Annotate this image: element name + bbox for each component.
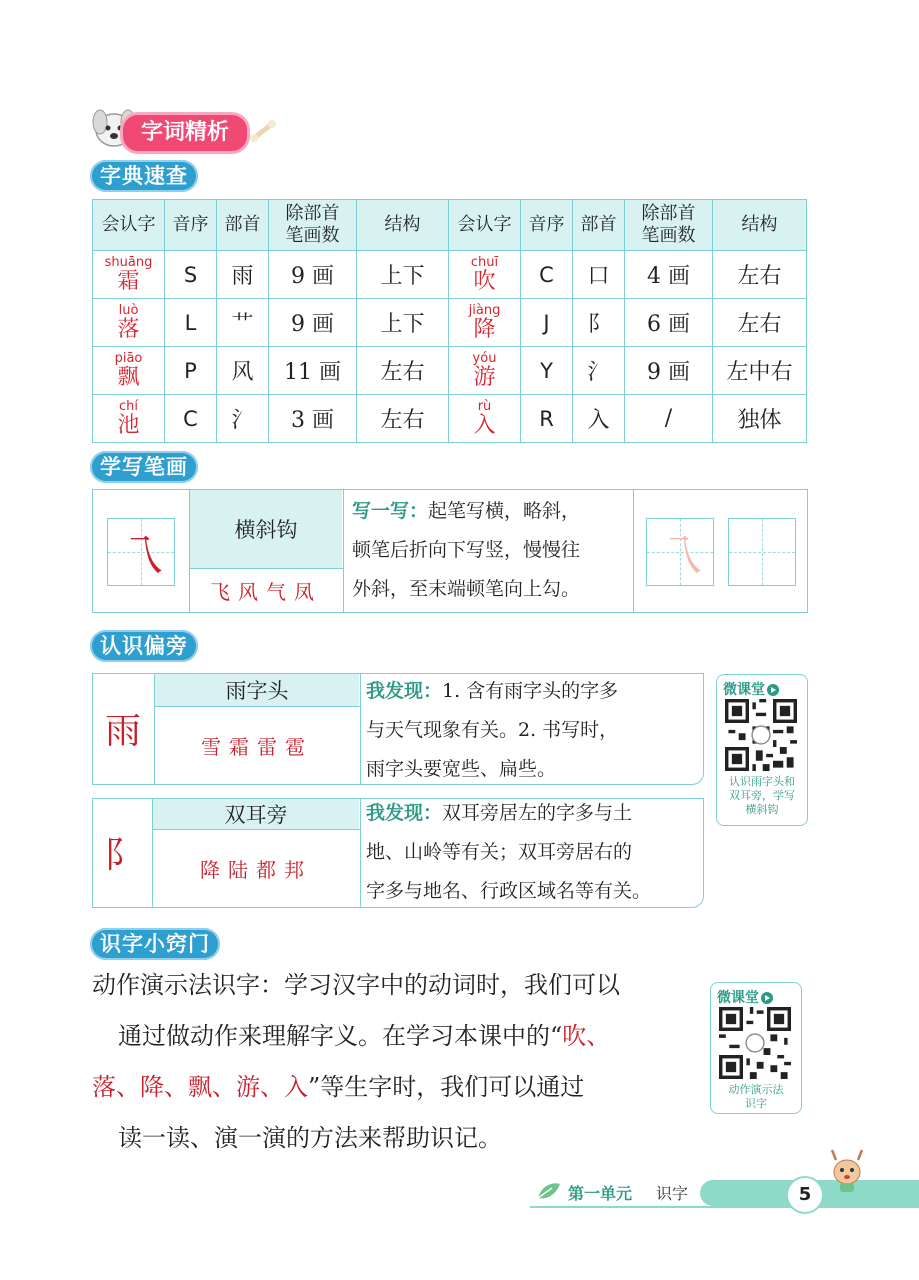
section-tips-pill: 识字小窍门: [90, 928, 220, 960]
table-header-cell: 会认字: [93, 200, 165, 251]
pinyin: luò: [118, 303, 139, 318]
table-header-cell: 音序: [165, 200, 217, 251]
page-number: 5: [786, 1176, 824, 1214]
table-cell: [449, 299, 521, 347]
hanzi: 落: [117, 317, 140, 342]
table-cell: C: [521, 251, 573, 299]
pinyin: yóu: [472, 351, 497, 366]
pinyin: shuāng: [104, 255, 153, 270]
radical2-discovery: 我发现：双耳旁居左的字多与土 地、山岭等有关；双耳旁居右的 字多与地名、行政区域名等有关。: [366, 802, 652, 902]
hanzi: 飘: [117, 365, 140, 390]
table-cell: 左右: [713, 299, 807, 347]
table-header-row: [93, 200, 807, 251]
stroke-glyph: 乁: [119, 531, 163, 582]
table-cell: [449, 251, 521, 299]
pinyin: chuī: [470, 255, 499, 270]
table-cell: 入: [573, 395, 625, 443]
hanzi: 霜: [117, 269, 140, 294]
table-cell: [93, 299, 165, 347]
table-cell: [449, 395, 521, 443]
main-title: 字词精析: [120, 112, 250, 154]
qr1-caption-1: 认识雨字头和: [729, 775, 795, 788]
table-cell: 风: [217, 347, 269, 395]
section-radicals-pill: 认识偏旁: [90, 630, 198, 662]
table-header-cell: 除部首 笔画数: [269, 200, 357, 251]
table-cell: 上下: [357, 251, 449, 299]
hanzi: 降: [473, 317, 496, 342]
table-cell: 左右: [357, 347, 449, 395]
leaf-icon: [536, 1180, 562, 1202]
radical1-glyph: 雨: [104, 710, 141, 752]
table-cell: 氵: [217, 395, 269, 443]
table-header-cell: 会认字: [449, 200, 521, 251]
pinyin: chí: [119, 399, 138, 414]
table-cell: [449, 347, 521, 395]
section-strokes-pill: 学写笔画: [90, 451, 198, 483]
table-cell: 左右: [357, 395, 449, 443]
hanzi: 吹: [473, 269, 496, 294]
table-cell: 氵: [573, 347, 625, 395]
dictionary-table: [92, 199, 807, 443]
pinyin: rù: [477, 399, 492, 414]
table-cell: 上下: [357, 299, 449, 347]
table-cell: 雨: [217, 251, 269, 299]
qr-card-2[interactable]: [710, 982, 802, 1114]
qr2-caption-1: 动作演示法: [728, 1083, 784, 1096]
qr-code-icon[interactable]: [719, 1007, 791, 1079]
table-header-cell: 部首: [217, 200, 269, 251]
table-cell: 9 画: [269, 251, 357, 299]
pinyin: piāo: [114, 351, 143, 366]
table-cell: 艹: [217, 299, 269, 347]
radical1-name: 雨字头: [155, 674, 359, 706]
table-cell: 左右: [713, 251, 807, 299]
stroke-examples: 飞风气凤: [210, 579, 322, 604]
stroke-grid: [107, 518, 175, 586]
trace-glyph: 乁: [658, 531, 702, 582]
qr2-caption-2: 识字: [745, 1097, 767, 1110]
hanzi: 入: [473, 413, 496, 438]
table-cell: [93, 347, 165, 395]
qr-code-icon[interactable]: [725, 699, 797, 771]
table-header-cell: 除部首 笔画数: [625, 200, 713, 251]
stroke-description: 写一写：起笔写横，略斜， 顿笔后折向下写竖，慢慢往 外斜，至末端顿笔向上勾。: [352, 500, 581, 600]
hanzi: 池: [117, 413, 140, 438]
table-cell: [93, 395, 165, 443]
bone-icon: [250, 118, 278, 144]
play-icon: [767, 684, 779, 696]
table-cell: 9 画: [269, 299, 357, 347]
table-cell: 9 画: [625, 347, 713, 395]
table-cell: 独体: [713, 395, 807, 443]
table-row: [93, 299, 807, 347]
radical2-examples: 降陆都邦: [200, 857, 312, 882]
qr-card-1[interactable]: [716, 674, 808, 826]
table-header-cell: 结构: [713, 200, 807, 251]
table-cell: 4 画: [625, 251, 713, 299]
table-header-cell: 部首: [573, 200, 625, 251]
stroke-name: 横斜钩: [190, 490, 342, 568]
deer-mascot-icon: [826, 1146, 868, 1194]
table-cell: 6 画: [625, 299, 713, 347]
table-cell: J: [521, 299, 573, 347]
pinyin: jiàng: [468, 303, 501, 318]
table-row: [93, 347, 807, 395]
radical1-discovery: 我发现：1. 含有雨字头的字多 与天气现象有关。2. 书写时， 雨字头要宽些、扁些。: [366, 680, 619, 780]
table-cell: Y: [521, 347, 573, 395]
table-cell: [93, 251, 165, 299]
table-cell: 3 画: [269, 395, 357, 443]
qr1-caption-3: 横斜钩: [745, 803, 779, 816]
play-icon: [761, 992, 773, 1004]
practice-grid-trace[interactable]: [646, 518, 714, 586]
hanzi: 游: [473, 365, 496, 390]
radical2-name: 双耳旁: [153, 799, 359, 829]
practice-grid-empty[interactable]: [728, 518, 796, 586]
table-header-cell: 结构: [357, 200, 449, 251]
table-header-cell: 音序: [521, 200, 573, 251]
qr2-title: 微课堂: [717, 990, 759, 1006]
radical2-glyph: 阝: [103, 834, 140, 876]
table-cell: P: [165, 347, 217, 395]
section-dict-pill: 字典速查: [90, 160, 198, 192]
qr1-caption-2: 双耳旁，学写: [729, 789, 795, 802]
table-cell: C: [165, 395, 217, 443]
table-cell: 口: [573, 251, 625, 299]
table-cell: 11 画: [269, 347, 357, 395]
qr1-title: 微课堂: [723, 682, 765, 698]
footer-unit: 第一单元: [568, 1184, 633, 1203]
table-cell: 阝: [573, 299, 625, 347]
table-cell: L: [165, 299, 217, 347]
table-row: [93, 395, 807, 443]
table-cell: R: [521, 395, 573, 443]
radical1-examples: 雪霜雷雹: [201, 734, 313, 759]
table-cell: /: [625, 395, 713, 443]
table-row: [93, 251, 807, 299]
footer-topic: 识字: [656, 1184, 689, 1203]
tip-paragraph: 动作演示法识字：学习汉字中的动词时，我们可以 通过做动作来理解字义。在学习本课中的“吹、 落、降、飘、游、入”等生字时，我们可以通过 读一读、演一演的方法来帮助识记。: [92, 971, 620, 1152]
table-cell: S: [165, 251, 217, 299]
table-cell: 左中右: [713, 347, 807, 395]
